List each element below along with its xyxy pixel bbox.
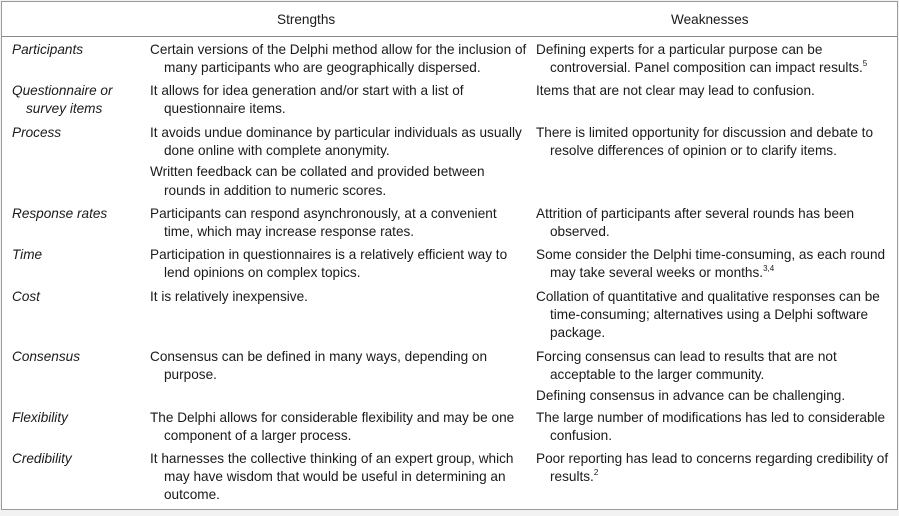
row-weaknesses: [536, 82, 894, 100]
row-strengths: [150, 288, 528, 306]
strength-text: Certain versions of the Delphi method allow for the inclusion of many participants who are geographically dispersed.: [150, 42, 527, 76]
row-category: Questionnaire or survey items: [12, 83, 113, 117]
strength-text: The Delphi allows for considerable flexibility and may be one component of a larger process.: [150, 410, 515, 444]
row-strengths: [150, 409, 528, 445]
row-weaknesses: [536, 124, 894, 160]
strength-text: Participation in questionnaires is a relatively efficient way to lend opinions on complex topics.: [150, 247, 508, 281]
weakness-text: Attrition of participants after several rounds has been observed.: [536, 206, 855, 240]
strength-text: Consensus can be defined in many ways, depending on purpose.: [150, 349, 488, 383]
table-header: [2, 2, 897, 37]
strength-text: It harnesses the collective thinking of an expert group, which may have wisdom that would be useful in determining an outcome.: [150, 451, 514, 503]
strengths-weaknesses-table: [1, 1, 898, 510]
row-weaknesses: [536, 348, 894, 406]
row-weaknesses: [536, 205, 894, 241]
row-category: Time: [12, 247, 43, 262]
row-strengths: [150, 348, 528, 384]
weakness-text: Forcing consensus can lead to results that are not acceptable to the larger community.: [536, 349, 837, 383]
row-category: Cost: [12, 289, 40, 304]
row-strengths: [150, 246, 528, 282]
strength-text: It is relatively inexpensive.: [150, 289, 308, 304]
row-category: Participants: [12, 42, 84, 57]
strength-text: Participants can respond asynchronously, at a convenient time, which may increase response rates.: [150, 206, 497, 240]
row-category: Credibility: [12, 451, 72, 466]
reference-superscript: 2: [593, 468, 599, 478]
strength-text: It allows for idea generation and/or start with a list of questionnaire items.: [150, 83, 464, 117]
weakness-text: Defining consensus in advance can be challenging.: [536, 388, 846, 404]
row-strengths: [150, 41, 528, 77]
row-strengths: [150, 82, 528, 118]
weakness-text: Defining experts for a particular purpose can be controversial. Panel composition can impact results.: [536, 42, 863, 76]
row-weaknesses: [536, 409, 894, 445]
reference-superscript: 5: [862, 59, 868, 69]
row-weaknesses: [536, 246, 894, 282]
weakness-text: Collation of quantitative and qualitative responses can be time-consuming; alternatives using a Delphi software package.: [536, 289, 880, 341]
strength-text: Written feedback can be collated and provided between rounds in addition to numeric scores.: [150, 164, 485, 198]
row-category: Response rates: [12, 206, 108, 221]
weakness-text: Poor reporting has lead to concerns regarding credibility of results.: [536, 451, 889, 485]
strength-text: It avoids undue dominance by particular individuals as usually done online with complete anonymity.: [150, 125, 522, 159]
weakness-text: The large number of modifications has led to considerable confusion.: [536, 410, 886, 444]
weakness-item: [536, 246, 894, 282]
row-weaknesses: [536, 41, 894, 77]
row-category: Process: [12, 125, 62, 140]
row-weaknesses: [536, 450, 894, 486]
weakness-text: There is limited opportunity for discussion and debate to resolve differences of opinion or to clarify items.: [536, 125, 874, 159]
reference-superscript: 3,4: [763, 264, 775, 274]
weakness-item: [536, 450, 894, 486]
row-category: Consensus: [12, 349, 81, 364]
row-strengths: [150, 450, 528, 505]
row-category: Flexibility: [12, 410, 68, 425]
row-strengths: [150, 205, 528, 241]
header-strengths: Strengths: [277, 12, 336, 27]
header-weaknesses: Weaknesses: [671, 12, 749, 27]
row-weaknesses: [536, 288, 894, 343]
weakness-item: [536, 41, 894, 77]
row-strengths: [150, 124, 528, 200]
weakness-text: Items that are not clear may lead to confusion.: [536, 83, 815, 98]
weakness-text: Some consider the Delphi time-consuming, as each round may take several weeks or months.: [536, 247, 886, 281]
